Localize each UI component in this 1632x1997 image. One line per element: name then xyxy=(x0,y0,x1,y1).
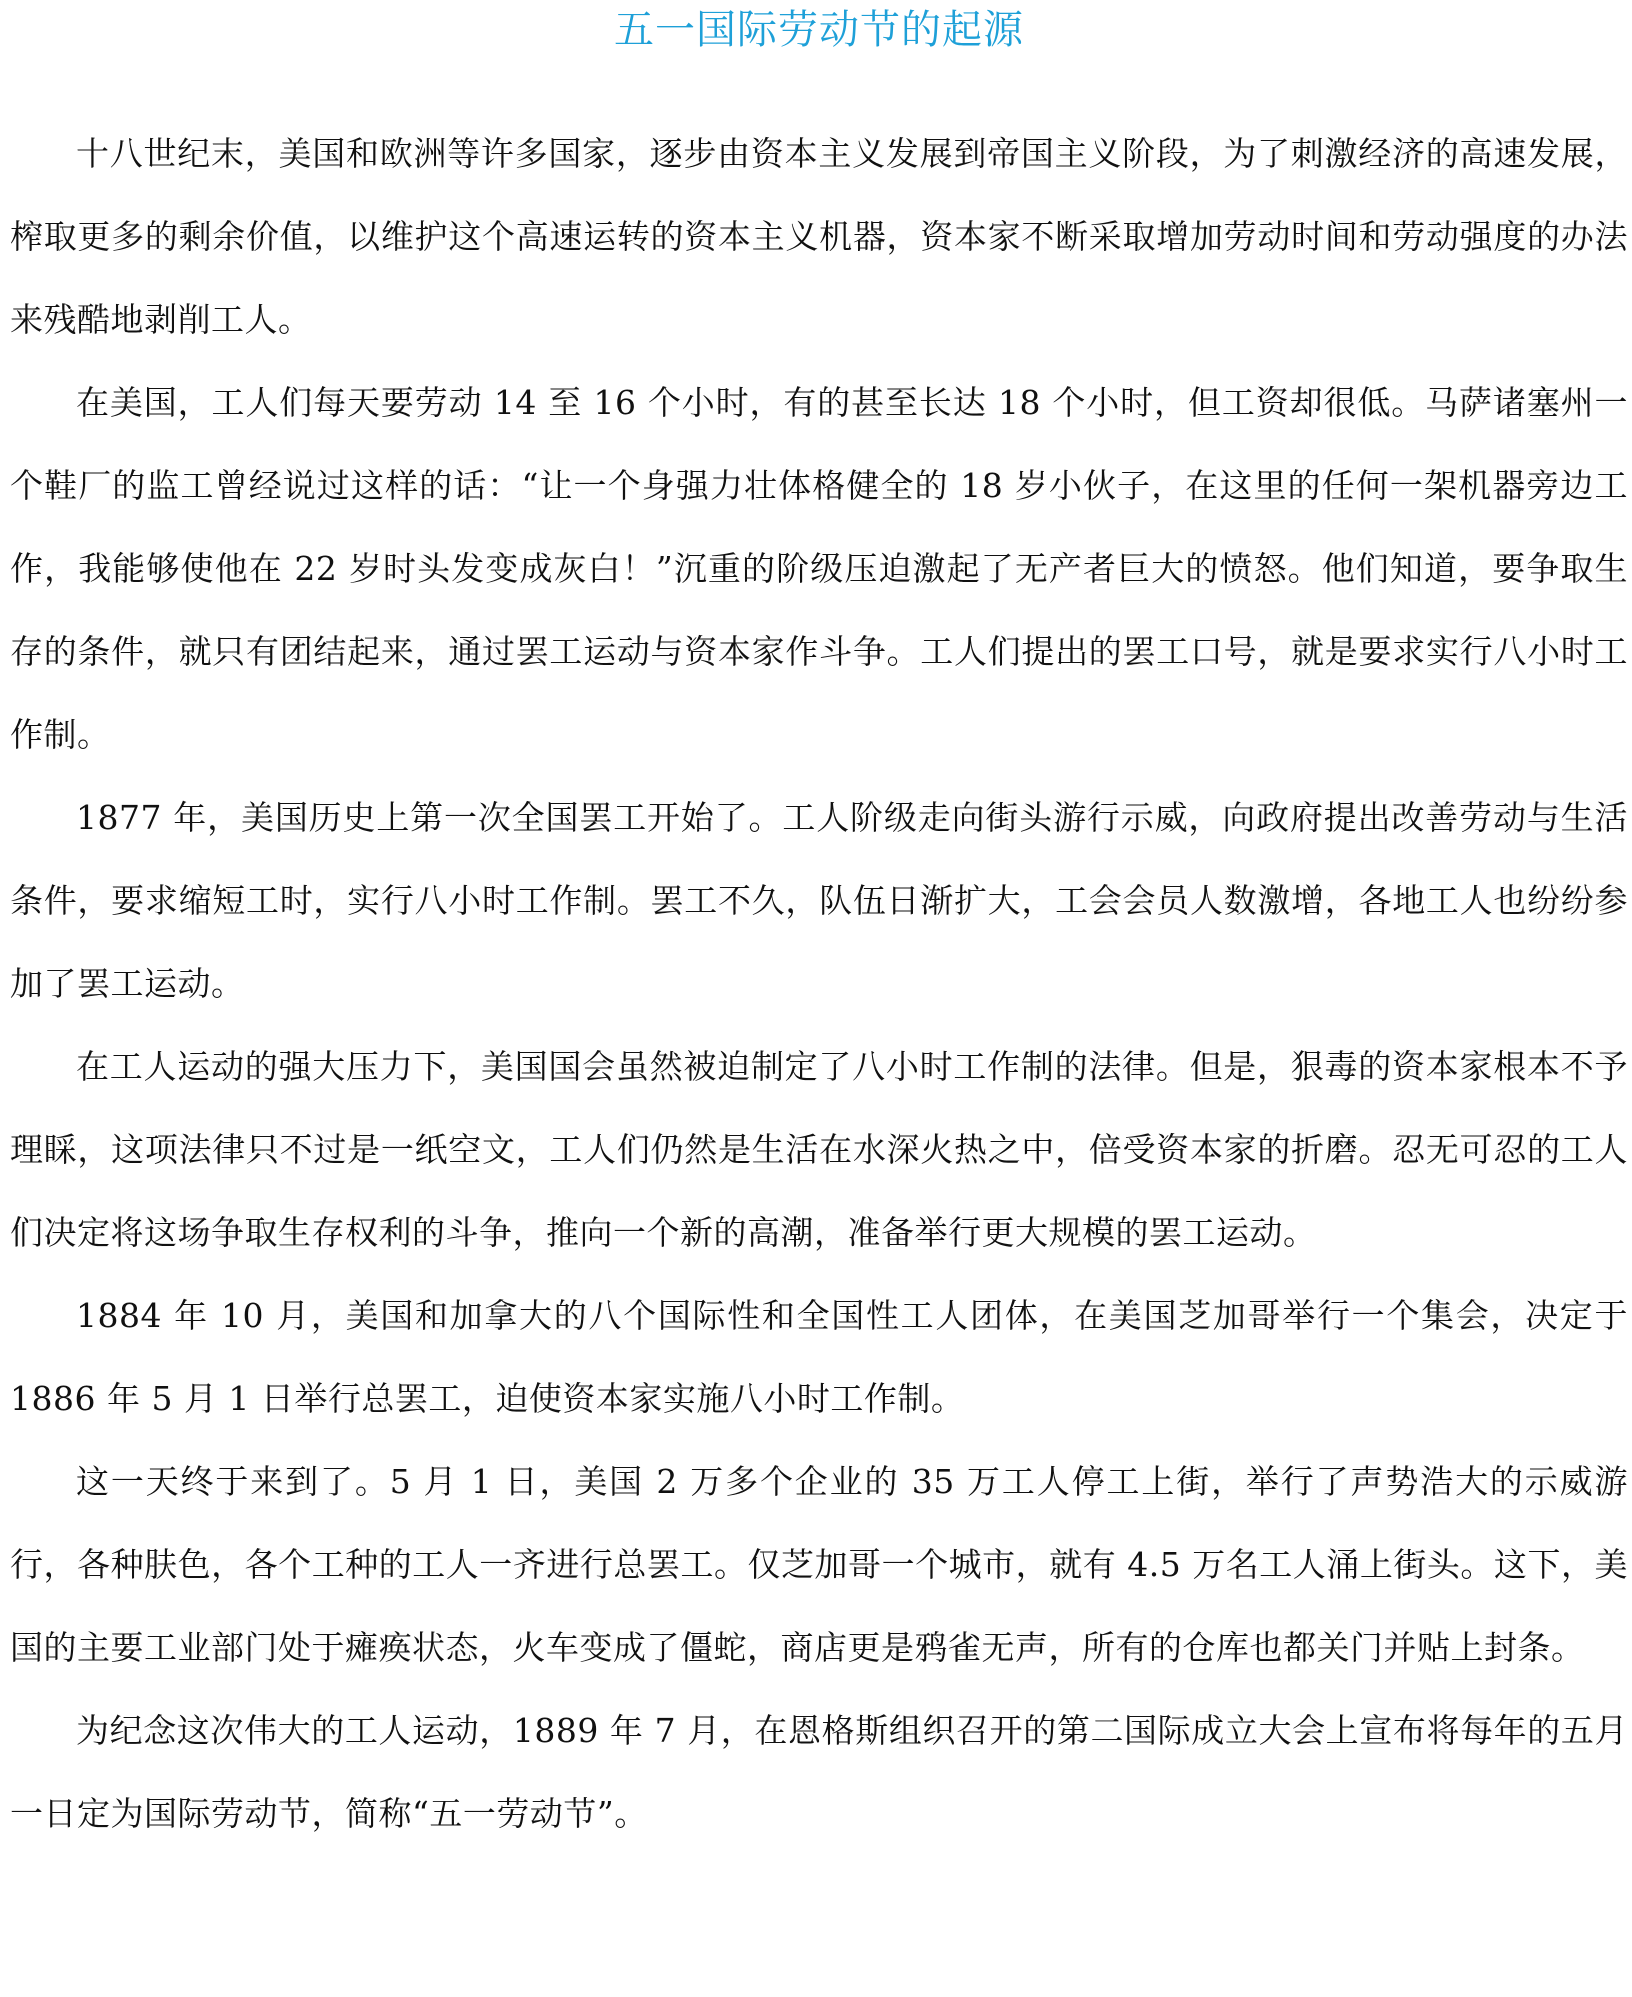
document-body xyxy=(10,112,1628,1855)
paragraph-5: 1884 年 10 月，美国和加拿大的八个国际性和全国性工人团体，在美国芝加哥举行一个集会，决定于 1886 年 5 月 1 日举行总罢工，迫使资本家实施八小时工作制。 xyxy=(10,1296,1628,1418)
document-title: 五一国际劳动节的起源 xyxy=(614,7,1024,53)
paragraph-4: 在工人运动的强大压力下，美国国会虽然被迫制定了八小时工作制的法律。但是，狠毒的资本家根本不予理睬，这项法律只不过是一纸空文，工人们仍然是生活在水深火热之中，倍受资本家的折磨。忍无可忍的工人们决定将这场争取生存权利的斗争，推向一个新的高潮，准备举行更大规模的罢工运动。 xyxy=(10,1047,1628,1252)
paragraph-1: 十八世纪末，美国和欧洲等许多国家，逐步由资本主义发展到帝国主义阶段，为了刺激经济的高速发展，榨取更多的剩余价值，以维护这个高速运转的资本主义机器，资本家不断采取增加劳动时间和劳动强度的办法来残酷地剥削工人。 xyxy=(10,134,1628,339)
paragraph-3: 1877 年，美国历史上第一次全国罢工开始了。工人阶级走向街头游行示威，向政府提出改善劳动与生活条件，要求缩短工时，实行八小时工作制。罢工不久，队伍日渐扩大，工会会员人数激增，各地工人也纷纷参加了罢工运动。 xyxy=(10,798,1628,1003)
paragraph-7: 为纪念这次伟大的工人运动，1889 年 7 月，在恩格斯组织召开的第二国际成立大会上宣布将每年的五月一日定为国际劳动节，简称“五一劳动节”。 xyxy=(10,1711,1628,1833)
paragraph-6: 这一天终于来到了。5 月 1 日，美国 2 万多个企业的 35 万工人停工上街，举行了声势浩大的示威游行，各种肤色，各个工种的工人一齐进行总罢工。仅芝加哥一个城市，就有 4.5 万名工人涌上街头。这下，美国的主要工业部门处于瘫痪状态，火车变成了僵蛇，商店更是鸦雀无声，所有的仓库也都关门并贴上封条。 xyxy=(10,1462,1628,1667)
paragraph-2: 在美国，工人们每天要劳动 14 至 16 个小时，有的甚至长达 18 个小时，但工资却很低。马萨诸塞州一个鞋厂的监工曾经说过这样的话：“让一个身强力壮体格健全的 18 岁小伙子，在这里的任何一架机器旁边工作，我能够使他在 22 岁时头发变成灰白！”沉重的阶级压迫激起了无产者巨大的愤怒。他们知道，要争取生存的条件，就只有团结起来，通过罢工运动与资本家作斗争。工人们提出的罢工口号，就是要求实行八小时工作制。 xyxy=(10,383,1628,754)
